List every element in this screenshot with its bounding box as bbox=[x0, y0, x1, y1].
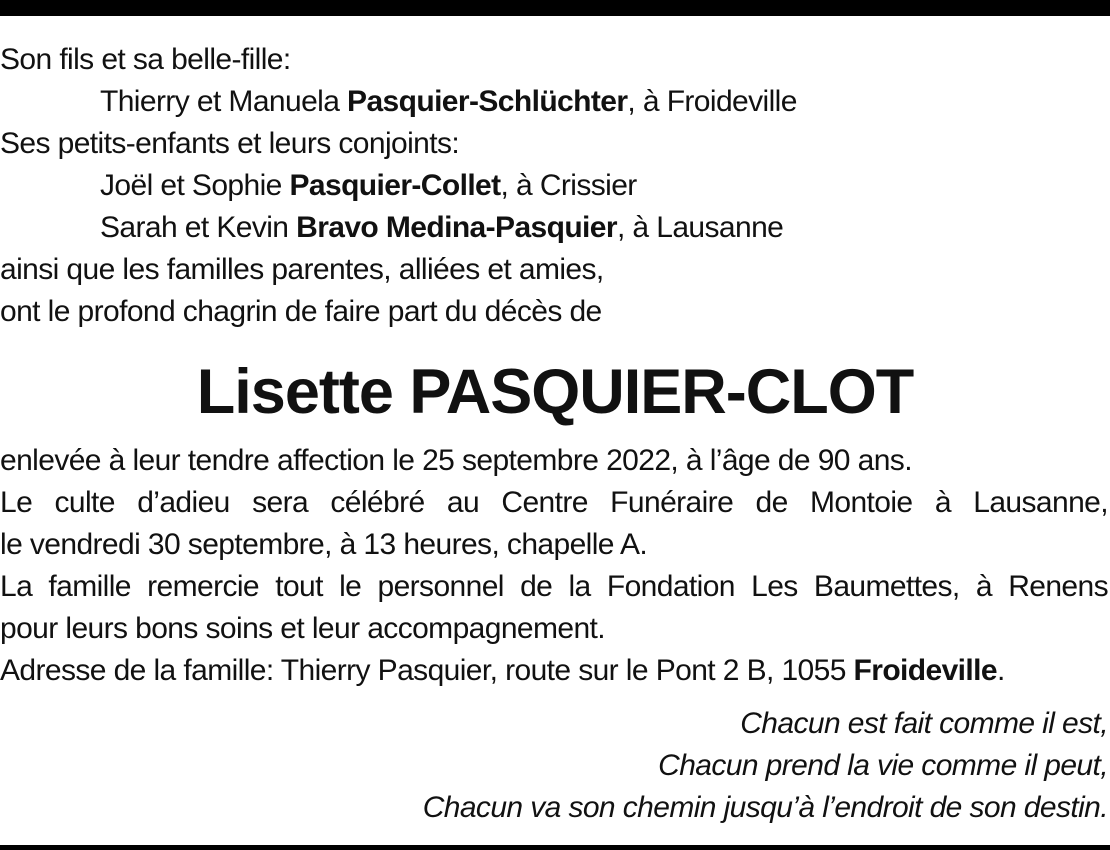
deceased-name: Lisette PASQUIER-CLOT bbox=[196, 357, 914, 427]
detail-line-4: La famille remercie tout le personnel de la Fondation Les Baumettes, à Renens bbox=[0, 570, 1108, 603]
address-pre: Adresse de la famille: Thierry Pasquier, route sur le Pont 2 B, 1055 bbox=[0, 654, 854, 687]
son-heading: Son fils et sa belle-fille: bbox=[0, 43, 291, 76]
poem-line-2: Chacun prend la vie comme il peut, bbox=[658, 749, 1108, 782]
families-line: ainsi que les familles parentes, alliées et amies, bbox=[0, 253, 604, 286]
son-family-name: Pasquier-Schlüchter bbox=[347, 85, 628, 118]
grandchild-1-family-name: Pasquier-Collet bbox=[289, 169, 501, 202]
detail-line-5: pour leurs bons soins et leur accompagnement. bbox=[0, 612, 606, 645]
grandchild-2-pre: Sarah et Kevin bbox=[100, 211, 297, 244]
grandchildren-heading: Ses petits-enfants et leurs conjoints: bbox=[0, 127, 460, 160]
poem-line-3: Chacun va son chemin jusqu’à l’endroit de son destin. bbox=[422, 791, 1108, 824]
poem-line-1: Chacun est fait comme il est, bbox=[740, 707, 1108, 740]
address-town: Froideville bbox=[853, 654, 997, 687]
detail-line-3: le vendredi 30 septembre, à 13 heures, chapelle A. bbox=[0, 528, 648, 561]
grandchild-2-post: , à Lausanne bbox=[616, 211, 784, 244]
family-address bbox=[0, 650, 1005, 692]
grandchild-line-2 bbox=[100, 207, 783, 249]
top-border-rule bbox=[0, 0, 1110, 16]
bottom-border-rule bbox=[0, 845, 1110, 850]
announce-line: ont le profond chagrin de faire part du décès de bbox=[0, 295, 602, 328]
son-line-post: , à Froideville bbox=[627, 85, 797, 118]
grandchild-1-pre: Joël et Sophie bbox=[100, 169, 290, 202]
grandchild-line-1 bbox=[100, 165, 637, 207]
address-post: . bbox=[996, 654, 1005, 687]
detail-line-1: enlevée à leur tendre affection le 25 septembre 2022, à l’âge de 90 ans. bbox=[0, 444, 912, 477]
son-line bbox=[100, 81, 797, 123]
detail-line-2: Le culte d’adieu sera célébré au Centre Funéraire de Montoie à Lausanne, bbox=[0, 486, 1108, 519]
son-line-pre: Thierry et Manuela bbox=[100, 85, 348, 118]
grandchild-1-post: , à Crissier bbox=[500, 169, 637, 202]
grandchild-2-family-name: Bravo Medina-Pasquier bbox=[296, 211, 617, 244]
